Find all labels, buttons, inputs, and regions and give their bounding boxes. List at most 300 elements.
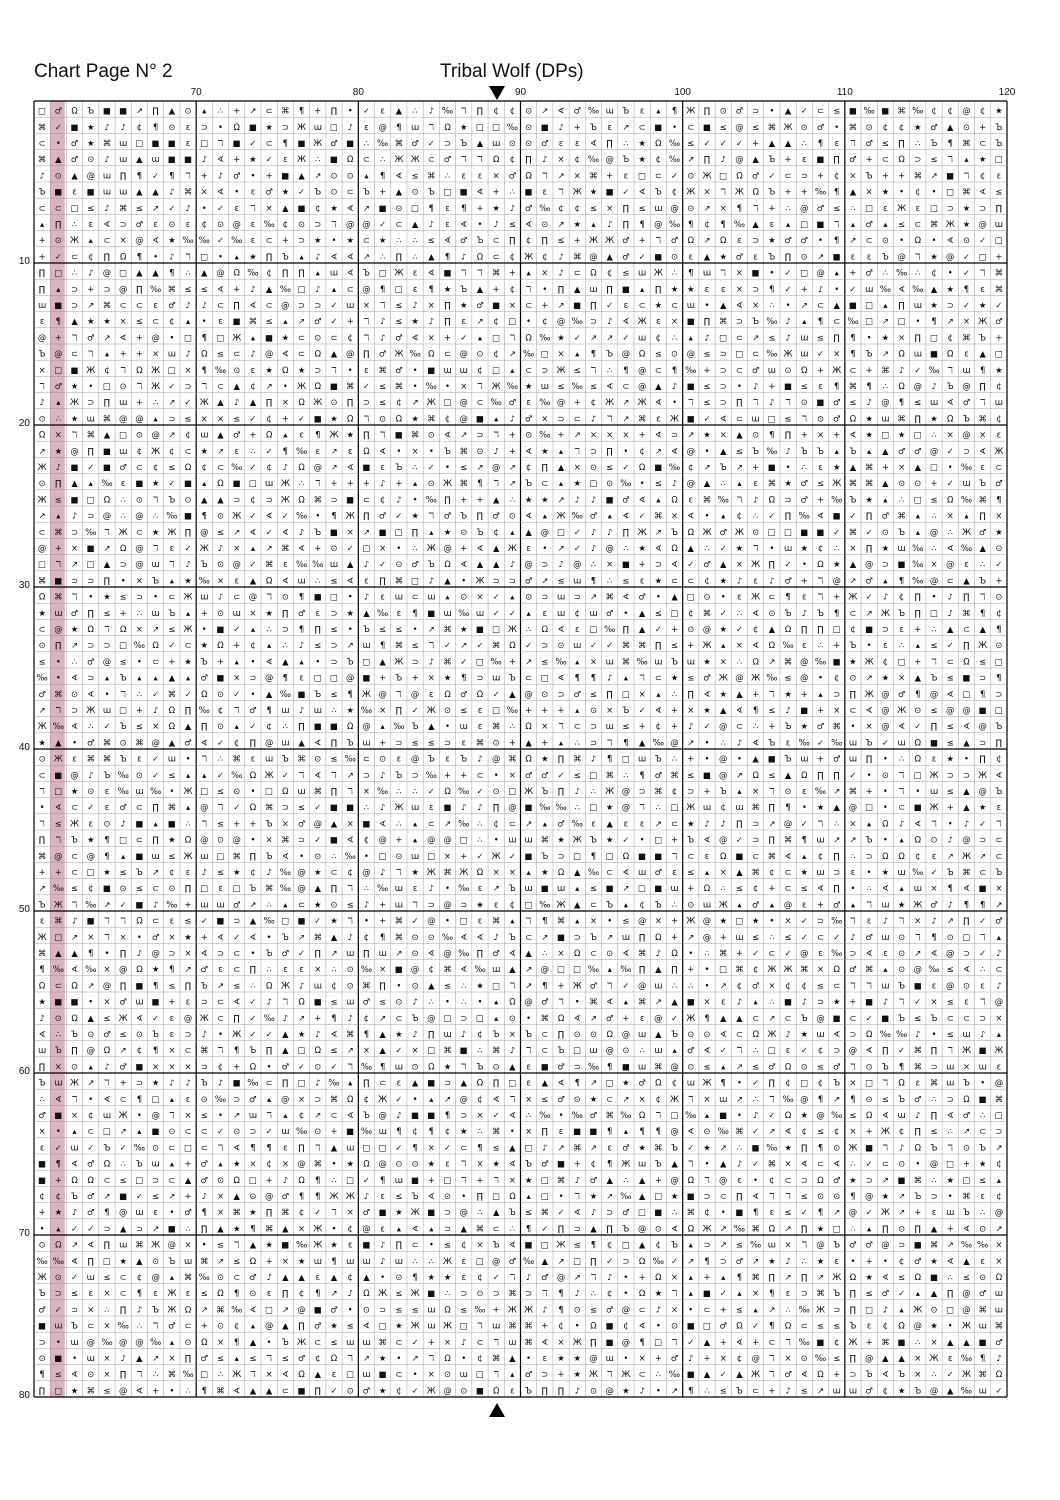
chart-symbol: @ xyxy=(54,349,62,359)
chart-symbol: ↗ xyxy=(558,1256,565,1266)
chart-symbol: ⊂ xyxy=(185,1321,192,1331)
chart-symbol: ⌘ xyxy=(962,867,970,877)
chart-symbol: ‰ xyxy=(588,1061,599,1071)
chart-symbol: ɯ xyxy=(768,365,776,375)
chart-symbol: ⊂ xyxy=(817,106,824,116)
chart-symbol: ≤ xyxy=(217,349,224,359)
chart-symbol: × xyxy=(849,543,856,553)
chart-symbol: ↗ xyxy=(558,1142,565,1152)
chart-symbol: ▴ xyxy=(202,478,207,488)
chart-symbol: ≤ xyxy=(185,413,192,423)
chart-symbol: ¶ xyxy=(137,1094,142,1104)
chart-symbol: ↗ xyxy=(412,1353,419,1363)
chart-symbol: Ъ xyxy=(995,122,1002,132)
chart-symbol: ★ xyxy=(346,235,354,245)
chart-symbol: ⊃ xyxy=(103,284,110,294)
chart-symbol: Ж xyxy=(232,1369,241,1379)
chart-symbol: • xyxy=(883,786,888,796)
chart-symbol: ⊙ xyxy=(979,1272,986,1282)
chart-symbol: ★ xyxy=(574,478,582,488)
chart-symbol: + xyxy=(152,1385,159,1395)
chart-symbol: @ xyxy=(460,413,468,423)
chart-symbol: ∴ xyxy=(850,203,855,213)
chart-symbol: ɯ xyxy=(995,219,1003,229)
chart-symbol: ɯ xyxy=(346,997,354,1007)
chart-symbol: ↗ xyxy=(363,251,370,261)
chart-symbol: ♪ xyxy=(899,365,904,375)
chart-symbol: × xyxy=(428,1369,435,1379)
chart-symbol: ¢ xyxy=(785,1078,790,1088)
chart-symbol: ⊙ xyxy=(314,332,321,342)
chart-symbol: ★ xyxy=(525,1175,533,1185)
row-label: 40 xyxy=(6,742,30,753)
chart-symbol: ∏ xyxy=(266,397,272,407)
chart-symbol: ¶ xyxy=(266,1142,271,1152)
chart-symbol: ⊂ xyxy=(574,721,581,731)
chart-symbol: ■ xyxy=(71,462,79,472)
chart-symbol: ✓ xyxy=(395,1142,402,1152)
chart-symbol: ★ xyxy=(428,1159,436,1169)
chart-symbol: ▴ xyxy=(283,430,288,440)
chart-symbol: × xyxy=(785,1159,792,1169)
chart-symbol: ℸ xyxy=(477,381,482,391)
chart-symbol: ‰ xyxy=(912,106,923,116)
chart-symbol: • xyxy=(445,883,450,893)
chart-symbol: @ xyxy=(297,867,305,877)
chart-symbol: ⊂ xyxy=(120,300,127,310)
chart-symbol: ▴ xyxy=(851,899,856,909)
chart-symbol: ∴ xyxy=(931,1094,936,1104)
chart-symbol: @ xyxy=(54,851,62,861)
chart-symbol: ≤ xyxy=(947,673,954,683)
chart-symbol: Ъ xyxy=(282,932,289,942)
chart-symbol: ■ xyxy=(881,106,889,116)
chart-symbol: ★ xyxy=(574,1353,582,1363)
chart-symbol: ¢ xyxy=(575,608,580,618)
chart-symbol: ▴ xyxy=(235,251,240,261)
chart-symbol: ¢ xyxy=(494,106,499,116)
chart-symbol: ℸ xyxy=(153,1321,158,1331)
chart-symbol: ★ xyxy=(444,1061,452,1071)
chart-symbol: ♂ xyxy=(249,1094,257,1104)
chart-symbol: ♪ xyxy=(250,349,255,359)
chart-symbol: ■ xyxy=(833,656,841,666)
chart-symbol: ∴ xyxy=(769,300,774,310)
chart-symbol: ▴ xyxy=(754,1304,759,1314)
chart-symbol: ε xyxy=(980,1191,985,1201)
chart-symbol: × xyxy=(606,559,613,569)
chart-symbol: ▴ xyxy=(89,1061,94,1071)
chart-symbol: ⊃ xyxy=(720,365,727,375)
chart-symbol: ★ xyxy=(817,1256,825,1266)
chart-symbol: ▲ xyxy=(298,1272,305,1282)
chart-symbol: Ж xyxy=(427,1385,436,1395)
chart-symbol: ⌘ xyxy=(200,1256,208,1266)
chart-symbol: ■ xyxy=(979,1045,987,1055)
chart-symbol: ¶ xyxy=(169,170,174,180)
chart-symbol: ⊙ xyxy=(963,235,970,245)
chart-symbol: ¢ xyxy=(396,397,401,407)
chart-symbol: □ xyxy=(865,316,873,326)
chart-symbol: ‰ xyxy=(393,721,404,731)
chart-symbol: Ω xyxy=(574,948,581,958)
chart-symbol: ▴ xyxy=(737,899,742,909)
chart-symbol: ɯ xyxy=(654,656,662,666)
chart-symbol: ‰ xyxy=(296,1126,307,1136)
chart-symbol: × xyxy=(168,1045,175,1055)
chart-symbol: ∏ xyxy=(898,300,904,310)
chart-symbol: ¶ xyxy=(704,1256,709,1266)
chart-symbol: Ъ xyxy=(606,349,613,359)
chart-symbol: × xyxy=(541,413,548,423)
chart-symbol: ♂ xyxy=(103,1029,111,1039)
chart-symbol: ε xyxy=(170,1029,175,1039)
chart-symbol: ∴ xyxy=(656,1369,661,1379)
chart-symbol: ▴ xyxy=(624,673,629,683)
chart-symbol: ‰ xyxy=(572,1110,583,1120)
chart-symbol: ▲ xyxy=(71,948,78,958)
chart-symbol: • xyxy=(348,365,353,375)
chart-symbol: ★ xyxy=(898,899,906,909)
chart-symbol: ∢ xyxy=(947,397,954,407)
chart-symbol: ∴ xyxy=(737,656,742,666)
chart-symbol: ✓ xyxy=(217,770,224,780)
chart-symbol: ⊙ xyxy=(817,413,824,423)
chart-symbol: • xyxy=(218,122,223,132)
chart-symbol: ɯ xyxy=(233,608,241,618)
chart-symbol: □ xyxy=(152,1094,160,1104)
chart-symbol: Ж xyxy=(119,1110,128,1120)
chart-symbol: ¢ xyxy=(137,1272,142,1282)
chart-symbol: ⌘ xyxy=(168,1369,176,1379)
chart-symbol: + xyxy=(866,1256,873,1266)
chart-symbol: ε xyxy=(429,802,434,812)
chart-symbol: @ xyxy=(800,948,808,958)
chart-symbol: ⊃ xyxy=(136,1078,143,1088)
chart-symbol: ✓ xyxy=(493,1272,500,1282)
chart-symbol: × xyxy=(71,1110,78,1120)
chart-symbol: Ъ xyxy=(720,786,727,796)
chart-symbol: ε xyxy=(267,1288,272,1298)
chart-symbol: @ xyxy=(233,559,241,569)
chart-symbol: ⊙ xyxy=(314,851,321,861)
chart-symbol: ■ xyxy=(525,187,533,197)
chart-symbol: ▲ xyxy=(525,527,532,537)
chart-symbol: ℸ xyxy=(461,1175,466,1185)
chart-symbol: ♂ xyxy=(638,592,646,602)
chart-symbol: ✓ xyxy=(266,1029,273,1039)
chart-symbol: ▲ xyxy=(915,462,922,472)
chart-symbol: ■ xyxy=(979,1094,987,1104)
chart-symbol: Ω xyxy=(71,1175,78,1185)
chart-symbol: ♪ xyxy=(591,543,596,553)
chart-symbol: ⊂ xyxy=(39,624,46,634)
chart-symbol: ♪ xyxy=(169,251,174,261)
chart-symbol: ⊙ xyxy=(622,1045,629,1055)
chart-symbol: ⌘ xyxy=(962,1191,970,1201)
chart-symbol: □ xyxy=(71,203,79,213)
chart-symbol: ▴ xyxy=(186,802,191,812)
chart-symbol: Ω xyxy=(963,1094,970,1104)
chart-symbol: × xyxy=(168,932,175,942)
chart-symbol: ɯ xyxy=(865,284,873,294)
chart-symbol: Ω xyxy=(525,754,532,764)
chart-symbol: ▲ xyxy=(704,1337,711,1347)
chart-symbol: × xyxy=(217,575,224,585)
chart-symbol: • xyxy=(40,802,45,812)
chart-symbol: ∢ xyxy=(833,1159,840,1169)
chart-symbol: ¶ xyxy=(558,1288,563,1298)
chart-symbol: + xyxy=(120,608,127,618)
chart-symbol: ✓ xyxy=(314,1207,321,1217)
chart-symbol: ≤ xyxy=(201,1110,208,1120)
chart-symbol: ↗ xyxy=(947,1240,954,1250)
chart-symbol: ‰ xyxy=(361,1061,372,1071)
chart-symbol: ¶ xyxy=(899,1061,904,1071)
chart-symbol: ♂ xyxy=(752,365,760,375)
chart-symbol: ɯ xyxy=(606,1353,614,1363)
chart-symbol: ∏ xyxy=(120,980,126,990)
chart-symbol: Ъ xyxy=(736,1385,743,1395)
chart-symbol: Ж xyxy=(524,251,533,261)
chart-symbol: @ xyxy=(784,818,792,828)
chart-symbol: Ω xyxy=(898,154,905,164)
chart-symbol: + xyxy=(379,899,386,909)
chart-symbol: ≤ xyxy=(931,1126,938,1136)
chart-symbol: ε xyxy=(234,575,239,585)
chart-symbol: ⊙ xyxy=(412,1159,419,1169)
chart-symbol: ⊃ xyxy=(979,673,986,683)
chart-symbol: ▲ xyxy=(752,154,759,164)
row-label: 20 xyxy=(6,418,30,429)
chart-symbol: ɯ xyxy=(638,867,646,877)
chart-symbol: ∢ xyxy=(574,1207,581,1217)
chart-symbol: Ω xyxy=(104,1159,111,1169)
chart-symbol: ‰ xyxy=(280,867,291,877)
chart-symbol: ℸ xyxy=(39,786,44,796)
chart-symbol: ε xyxy=(526,1061,531,1071)
chart-symbol: ✓ xyxy=(233,624,240,634)
chart-symbol: ε xyxy=(413,268,418,278)
chart-symbol: □ xyxy=(719,170,727,180)
chart-symbol: □ xyxy=(962,1175,970,1185)
chart-symbol: ▴ xyxy=(72,1126,77,1136)
chart-symbol: ℸ xyxy=(948,1142,953,1152)
chart-symbol: @ xyxy=(978,721,986,731)
chart-symbol: ≤ xyxy=(120,1175,127,1185)
chart-symbol: ↗ xyxy=(590,1142,597,1152)
chart-symbol: ¢ xyxy=(656,1240,661,1250)
chart-symbol: ¶ xyxy=(202,511,207,521)
chart-symbol: @ xyxy=(670,1061,678,1071)
chart-symbol: ɯ xyxy=(443,365,451,375)
chart-symbol: ■ xyxy=(784,997,792,1007)
chart-symbol: ⊂ xyxy=(736,332,743,342)
chart-symbol: ℸ xyxy=(964,170,969,180)
chart-symbol: ≤ xyxy=(833,1321,840,1331)
chart-symbol: Ж xyxy=(281,980,290,990)
chart-symbol: ≤ xyxy=(103,1013,110,1023)
chart-symbol: ε xyxy=(721,284,726,294)
chart-symbol: + xyxy=(558,980,565,990)
chart-symbol: ↗ xyxy=(768,1126,775,1136)
chart-symbol: ∏ xyxy=(607,138,613,148)
chart-symbol: ★ xyxy=(930,1256,938,1266)
chart-symbol: ⊂ xyxy=(687,122,694,132)
chart-symbol: Ж xyxy=(832,478,841,488)
chart-symbol: ɯ xyxy=(541,381,549,391)
chart-symbol: ✓ xyxy=(55,1304,62,1314)
chart-symbol: @ xyxy=(606,1385,614,1395)
chart-symbol: ⊃ xyxy=(460,1013,467,1023)
chart-symbol: ɯ xyxy=(849,754,857,764)
chart-symbol: • xyxy=(88,592,93,602)
chart-symbol: ¢ xyxy=(948,106,953,116)
chart-symbol: ★ xyxy=(719,624,727,634)
chart-symbol: ∴ xyxy=(380,251,385,261)
chart-symbol: ≤ xyxy=(898,1272,905,1282)
chart-symbol: ⊙ xyxy=(882,770,889,780)
chart-symbol: ¶ xyxy=(137,251,142,261)
chart-symbol: □ xyxy=(735,349,743,359)
chart-symbol: ⌘ xyxy=(346,1029,354,1039)
chart-symbol: ∏ xyxy=(120,1304,126,1314)
chart-symbol: ℸ xyxy=(672,1337,677,1347)
chart-symbol: ⌘ xyxy=(103,737,111,747)
chart-symbol: ‰ xyxy=(604,624,615,634)
chart-symbol: @ xyxy=(151,332,159,342)
chart-symbol: ■ xyxy=(752,268,760,278)
chart-symbol: @ xyxy=(184,1013,192,1023)
chart-symbol: ■ xyxy=(298,203,306,213)
chart-symbol: ▲ xyxy=(282,1321,289,1331)
chart-symbol: Ъ xyxy=(249,1045,256,1055)
chart-symbol: ¢ xyxy=(234,1321,239,1331)
chart-symbol: Ж xyxy=(994,1045,1003,1055)
chart-symbol: ♂ xyxy=(784,575,792,585)
chart-symbol: ∢ xyxy=(460,932,467,942)
chart-symbol: + xyxy=(493,284,500,294)
chart-symbol: ‰ xyxy=(231,462,242,472)
chart-symbol: + xyxy=(995,332,1002,342)
chart-symbol: ∏ xyxy=(769,1078,775,1088)
chart-symbol: ⌘ xyxy=(492,721,500,731)
chart-symbol: @ xyxy=(800,1094,808,1104)
chart-symbol: ▴ xyxy=(202,770,207,780)
chart-symbol: ℸ xyxy=(802,1240,807,1250)
chart-symbol: ⊙ xyxy=(574,1029,581,1039)
chart-symbol: + xyxy=(574,1159,581,1169)
chart-symbol: Ж xyxy=(719,899,728,909)
chart-symbol: Ж xyxy=(297,122,306,132)
chart-symbol: ♪ xyxy=(542,154,547,164)
chart-symbol: ♪ xyxy=(169,1078,174,1088)
chart-symbol: ¢ xyxy=(737,980,742,990)
chart-symbol: × xyxy=(476,1159,483,1169)
chart-symbol: ¶ xyxy=(477,478,482,488)
chart-symbol: ★ xyxy=(346,705,354,715)
chart-symbol: ‰ xyxy=(799,1304,810,1314)
chart-symbol: ▴ xyxy=(705,1110,710,1120)
chart-symbol: ¢ xyxy=(250,867,255,877)
chart-symbol: ℸ xyxy=(591,1272,596,1282)
chart-symbol: ∢ xyxy=(444,235,451,245)
chart-symbol: Ж xyxy=(151,365,160,375)
chart-symbol: ∏ xyxy=(850,1288,856,1298)
chart-symbol: ★ xyxy=(541,754,549,764)
chart-symbol: ⊂ xyxy=(979,1126,986,1136)
chart-symbol: ‰ xyxy=(377,138,388,148)
chart-symbol: ¶ xyxy=(931,932,936,942)
chart-symbol: ‰ xyxy=(750,1240,761,1250)
chart-symbol: ↗ xyxy=(541,106,548,116)
chart-symbol: ♪ xyxy=(412,997,417,1007)
chart-symbol: ∢ xyxy=(428,948,435,958)
chart-symbol: ★ xyxy=(995,527,1003,537)
chart-symbol: ¢ xyxy=(234,737,239,747)
chart-symbol: + xyxy=(233,284,240,294)
chart-symbol: Ω xyxy=(736,1321,743,1331)
chart-symbol: ε xyxy=(867,916,872,926)
chart-symbol: ♂ xyxy=(525,413,533,423)
chart-symbol: ɯ xyxy=(70,1337,78,1347)
chart-symbol: Ъ xyxy=(801,446,808,456)
chart-symbol: ⊙ xyxy=(606,948,613,958)
chart-symbol: ↗ xyxy=(39,883,46,893)
chart-symbol: ■ xyxy=(427,365,435,375)
chart-symbol: ∏ xyxy=(834,851,840,861)
chart-symbol: ⊃ xyxy=(817,916,824,926)
chart-symbol: ♂ xyxy=(492,511,500,521)
chart-symbol: ■ xyxy=(168,154,176,164)
chart-symbol: ▴ xyxy=(916,640,921,650)
chart-symbol: ★ xyxy=(184,575,192,585)
chart-symbol: ⊂ xyxy=(736,1029,743,1039)
chart-symbol: • xyxy=(737,381,742,391)
chart-symbol: ▴ xyxy=(997,1029,1002,1039)
chart-symbol: ▲ xyxy=(639,608,646,618)
chart-symbol: ‰ xyxy=(539,203,550,213)
chart-symbol: ∴ xyxy=(412,251,417,261)
chart-symbol: ε xyxy=(997,430,1002,440)
chart-symbol: ∴ xyxy=(591,1288,596,1298)
chart-symbol: ↗ xyxy=(330,1288,337,1298)
chart-symbol: • xyxy=(932,592,937,602)
chart-symbol: ♪ xyxy=(493,932,498,942)
chart-symbol: ⊙ xyxy=(655,1223,662,1233)
chart-symbol: ∏ xyxy=(558,786,564,796)
chart-symbol: Ъ xyxy=(363,268,370,278)
chart-symbol: ⊂ xyxy=(736,413,743,423)
chart-symbol: ∢ xyxy=(266,511,273,521)
chart-symbol: ▴ xyxy=(705,867,710,877)
chart-symbol: ★ xyxy=(995,365,1003,375)
chart-symbol: ¶ xyxy=(688,268,693,278)
chart-symbol: ¶ xyxy=(672,365,677,375)
chart-symbol: ▲ xyxy=(88,1013,95,1023)
chart-symbol: ⊃ xyxy=(282,624,289,634)
chart-symbol: ⌘ xyxy=(362,980,370,990)
chart-symbol: ε xyxy=(851,867,856,877)
chart-symbol: ★ xyxy=(687,284,695,294)
chart-symbol: ɯ xyxy=(54,1321,62,1331)
chart-symbol: ♂ xyxy=(168,300,176,310)
chart-symbol: ∴ xyxy=(753,721,758,731)
chart-symbol: ⊃ xyxy=(314,219,321,229)
chart-symbol: ♪ xyxy=(931,381,936,391)
chart-symbol: ⊙ xyxy=(87,786,94,796)
chart-symbol: ¶ xyxy=(429,1126,434,1136)
